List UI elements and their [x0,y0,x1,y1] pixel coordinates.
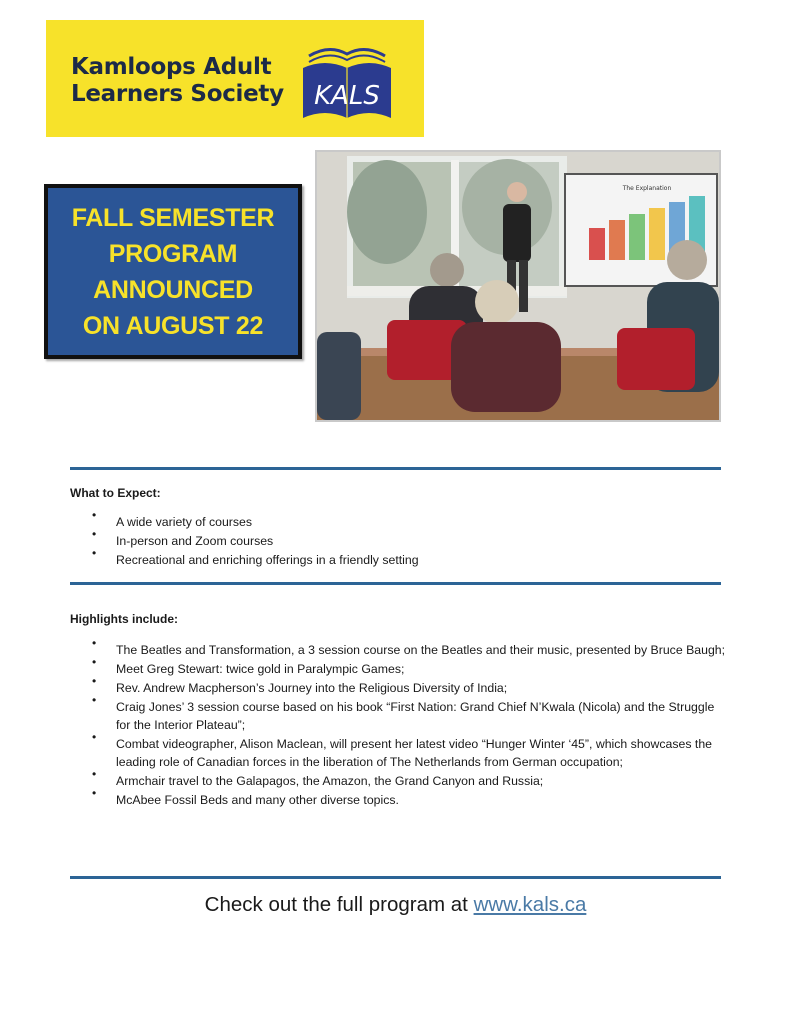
logo-line-1: Kamloops Adult [71,54,272,80]
list-item [92,636,726,659]
list-item-text: Combat videographer, Alison Maclean, will present her latest video “Hunger Winter ‘45”, which showcases the leading role of Canadian forces in the liberation of The Netherlands from German occupation; [116,737,713,769]
list-item [92,546,726,569]
kals-logo [46,20,424,137]
list-item-text: A wide variety of courses [116,515,253,529]
what-to-expect-list [92,508,726,570]
cta-text: Check out the full program at [204,893,474,916]
highlights-list [92,636,726,810]
announcement-line-4: ON AUGUST 22 [82,311,264,340]
bullet-icon: • [92,786,97,800]
bullet-icon: • [92,636,97,650]
website-link[interactable]: www.kals.ca [473,893,587,916]
list-item-text: Armchair travel to the Galapagos, the Amazon, the Grand Canyon and Russia; [116,774,544,788]
announcement-line-1: FALL SEMESTER [71,203,275,232]
list-item-text: Meet Greg Stewart: twice gold in Paralympic Games; [116,662,405,676]
announcement-text [72,200,275,344]
divider-middle [70,582,721,585]
slide-title: The Explanation [622,185,672,192]
divider-bottom [70,876,721,879]
what-to-expect-heading: What to Expect: [70,486,161,500]
list-item-text: The Beatles and Transformation, a 3 session course on the Beatles and their music, presented by Bruce Baugh; [116,643,726,657]
bullet-icon: • [92,508,97,522]
list-item [92,674,726,697]
list-item [92,655,726,678]
list-item-text: McAbee Fossil Beds and many other diverse topics. [116,793,399,807]
classroom-photo [315,150,721,422]
bullet-icon: • [92,527,97,541]
bullet-icon: • [92,546,97,560]
list-item-text: Rev. Andrew Macpherson’s Journey into the Religious Diversity of India; [116,681,508,695]
list-item [92,527,726,550]
open-book-icon [299,42,395,122]
bullet-icon: • [92,730,97,744]
list-item [92,786,726,809]
classroom-illustration [317,152,719,420]
list-item [92,693,726,734]
bullet-icon: • [92,767,97,781]
list-item [92,767,726,790]
bullet-icon: • [92,693,97,707]
bullet-icon: • [92,655,97,669]
list-item [92,508,726,531]
logo-mark-text: KALS [314,81,380,111]
logo-wordmark [71,54,284,108]
announcement-line-3: ANNOUNCED [93,275,253,304]
list-item-text: In-person and Zoom courses [116,534,274,548]
list-item [92,730,726,771]
logo-line-2: Learners Society [71,81,284,107]
list-item-text: Recreational and enriching offerings in a friendly setting [116,553,419,567]
call-to-action [0,893,791,917]
announcement-box [44,184,302,359]
divider-top [70,467,721,470]
bullet-icon: • [92,674,97,688]
announcement-line-2: PROGRAM [108,239,238,268]
highlights-heading: Highlights include: [70,612,178,626]
list-item-text: Craig Jones’ 3 session course based on his book “First Nation: Grand Chief N’Kwala (Nicola) and the Struggle for the Interior Plateau”; [116,700,715,732]
